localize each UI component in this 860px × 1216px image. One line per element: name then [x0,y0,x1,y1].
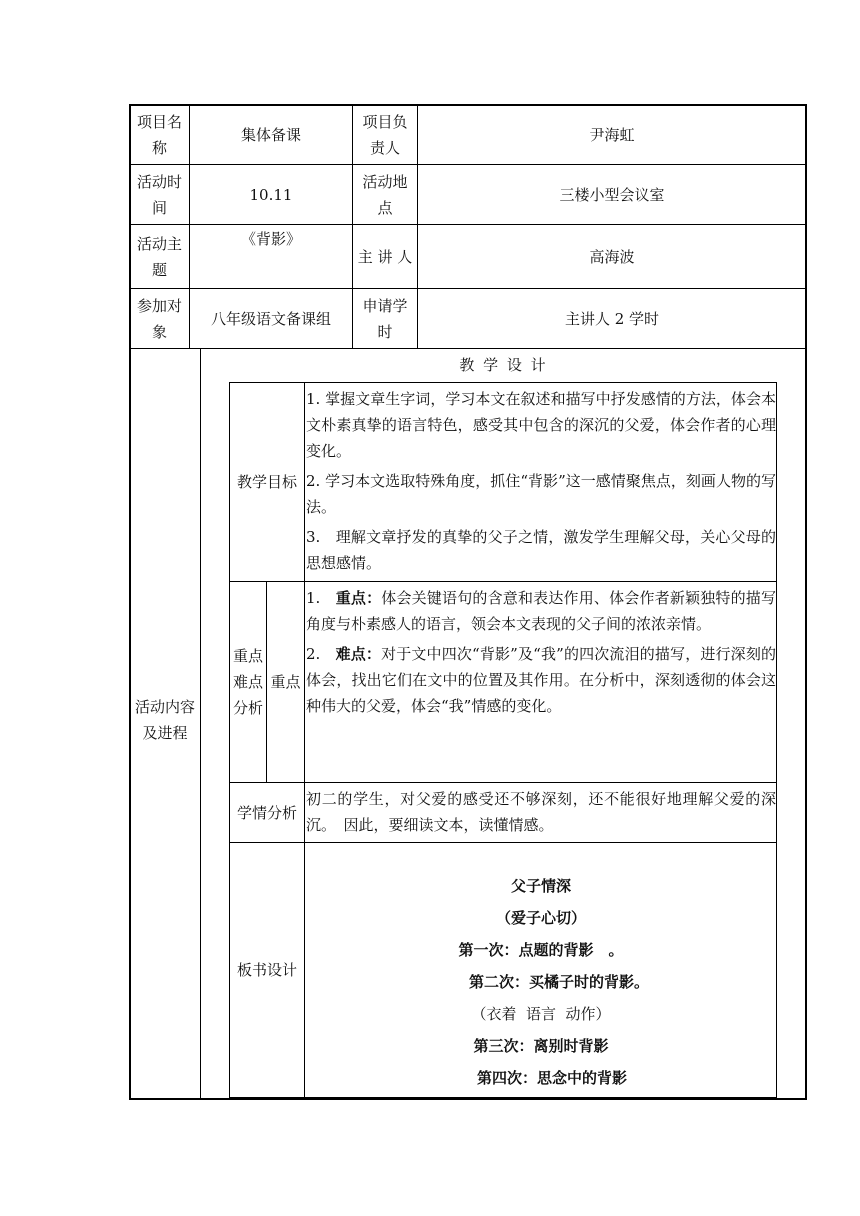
objective-item-1: 1. 掌握文章生字词，学习本文在叙述和描写中抒发感情的方法，体会本文朴素真挚的语言特色，感受其中包含的深沉的父爱，体会作者的心理变化。 [306,390,776,460]
row-divider [230,842,776,843]
row-divider [130,348,806,349]
key-points-label: 重点难点分析 [233,647,264,717]
hours-value: 主讲人 2 学时 [564,309,660,328]
row-divider [230,581,776,582]
board-line-4: 第二次：买橘子时的背影。 [468,973,649,991]
board-line-3: 第一次：点题的背影 。 [458,941,624,959]
key-point-2-text: 对于文中四次“背影”及“我”的四次流泪的描写，进行深刻的体会，找出它们在文中的位置及其作用。在分析中，深刻透彻的体会这种伟大的父爱，体会“我”情感的变化。 [306,645,776,715]
owner-value: 尹海虹 [589,125,635,144]
key-point-2 [306,641,776,719]
key-point-2-heading: 难点： [335,645,382,663]
key-point-1 [306,585,776,637]
col-divider [304,383,305,1097]
col-divider [200,349,201,1099]
speaker-label: 主 讲 人 [357,247,413,266]
time-label: 活动时间 [136,172,182,217]
key-points-content [306,585,776,723]
owner-label: 项目负责人 [362,112,408,157]
time-value: 10.11 [249,185,293,204]
theme-label: 活动主题 [136,234,182,279]
key-points-sub-label: 重点 [270,673,301,691]
project-name-label: 项目名称 [136,112,182,157]
key-point-1-number: 1. [306,589,336,607]
hours-label: 申请学时 [362,296,408,341]
board-content [306,870,776,1094]
theme-value: 《背影》 [240,230,301,248]
board-line-2: （爱子心切） [495,909,586,927]
board-line-7: 第四次：思念中的背影 [476,1069,627,1087]
participants-value: 八年级语文备课组 [210,309,331,328]
design-title: 教 学 设 计 [459,356,548,374]
place-value: 三楼小型会议室 [559,185,665,204]
row-divider [230,782,776,783]
board-label: 板书设计 [236,961,297,979]
objective-item-3: 3. 理解文章抒发的真挚的父子之情，激发学生理解父母，关心父母的思想感情。 [306,528,776,572]
students-text: 初二的学生，对父爱的感受还不够深刻，还不能很好地理解父爱的深沉。 因此，要细读文本，读懂情感。 [306,790,776,834]
place-label: 活动地点 [362,172,408,217]
students-label: 学情分析 [236,803,297,822]
objectives-content [306,386,776,580]
board-line-1: 父子情深 [510,877,571,895]
project-name-value: 集体备课 [240,125,301,144]
board-line-5: （衣着 语言 动作） [471,1005,611,1023]
speaker-value: 高海波 [589,247,635,266]
participants-label: 参加对象 [136,296,182,341]
key-point-1-text: 体会关键语句的含意和表达作用、体会作者新颖独特的描写角度与朴素感人的语言，领会本文表现的父子间的浓浓亲情。 [306,589,776,633]
objectives-label: 教学目标 [236,473,297,491]
key-point-1-heading: 重点： [335,589,382,607]
board-line-6: 第三次：离别时背影 [473,1037,609,1055]
activity-label: 活动内容及进程 [134,698,195,742]
key-point-2-number: 2. [306,645,336,663]
objective-item-2: 2. 学习本文选取特殊角度，抓住“背影”这一感情聚焦点，刻画人物的写法。 [306,472,776,516]
